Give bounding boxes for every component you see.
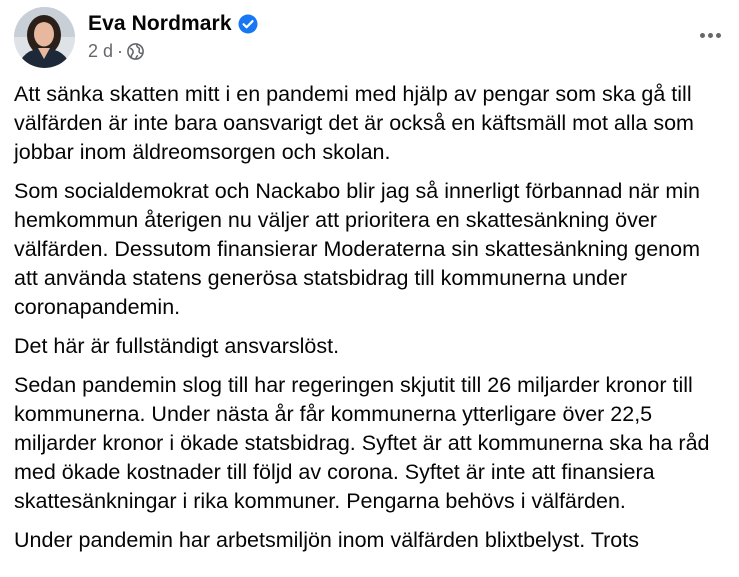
more-dot: [708, 33, 713, 38]
more-dot: [716, 33, 721, 38]
avatar-photo: [14, 7, 75, 68]
post-paragraph: Det här är fullständigt ansvarslöst.: [14, 334, 340, 358]
more-options-icon[interactable]: [695, 25, 725, 45]
post-meta: [88, 39, 258, 63]
post-paragraph: Sedan pandemin slog till har regeringen skjutit till 26 miljarder kronor till kommunerna. Under nästa år får kommunerna ytterligare över 22,5 miljarder kronor i ökade statsbidrag. Syftet är att kommunerna ska ha råd med ökade kostnader till följd av corona. Syftet är inte att finansiera skattesänkningar i rika kommuner. Pengarna behövs i välfärden.: [14, 373, 710, 513]
meta-separator: ·: [117, 40, 124, 61]
author-row: [88, 10, 258, 38]
globe-icon[interactable]: [127, 43, 144, 60]
post-paragraph: Att sänka skatten mitt i en pandemi med hjälp av pengar som ska gå till välfärden är inte bara oansvarigt det är också en käftsmäll mot alla som jobbar inom äldreomsorgen och skolan.: [14, 82, 694, 164]
post-body: [14, 80, 725, 565]
author-block: [88, 10, 258, 63]
post-header: [14, 7, 725, 69]
author-name[interactable]: Eva Nordmark: [88, 12, 232, 35]
author-avatar[interactable]: [14, 7, 75, 68]
verified-badge-icon: [238, 14, 258, 34]
post-paragraph: Under pandemin har arbetsmiljön inom välfärden blixtbelyst. Trots: [14, 528, 639, 552]
post-paragraph: Som socialdemokrat och Nackabo blir jag så innerligt förbannad när min hemkommun återigen nu väljer att prioritera en skattesänkning över välfärden. Dessutom finansierar Moderaterna sin skattesänkning genom att använda statens generösa statsbidrag till kommunerna under coronapandemin.: [14, 179, 700, 319]
post-timestamp[interactable]: 2 d: [88, 40, 114, 61]
more-dot: [700, 33, 705, 38]
